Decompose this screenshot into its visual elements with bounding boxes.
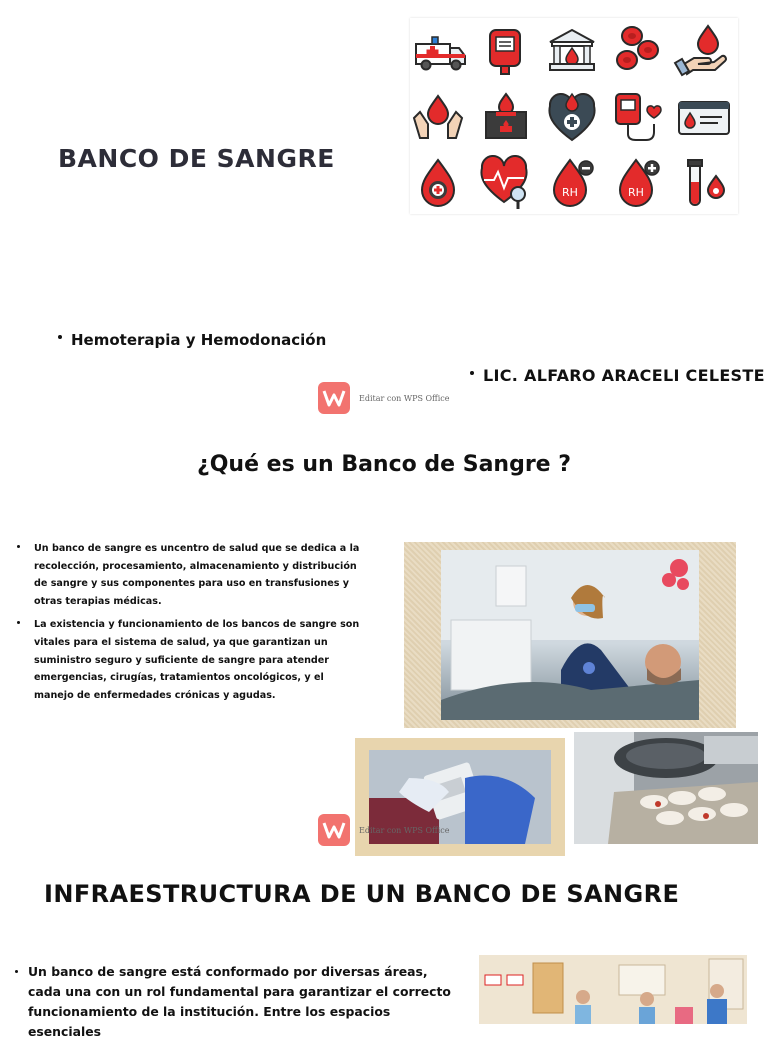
infrastructure-slide <box>0 860 768 1039</box>
donation-box-icon <box>478 90 534 146</box>
paragraph: La existencia y funcionamiento de los bancos de sangre son vitales para el sistema de salud, ya que garantizan un suministro seguro y suficiente de sangre para atender emergencias, cirugías, tratamientos oncológicos, y el manejo de enfermedades crónicas y agudas. <box>14 616 364 704</box>
heart-plus-icon <box>544 90 600 146</box>
rh-positive-icon <box>610 156 666 212</box>
bullet-dot <box>470 371 474 375</box>
author-name: LIC. ALFARO ARACELI CELESTE <box>483 366 765 385</box>
slide-title: ¿Qué es un Banco de Sangre ? <box>196 452 572 477</box>
donor-photo-frame <box>404 542 736 728</box>
hands-holding-drop-icon <box>410 90 466 146</box>
slide-title: BANCO DE SANGRE <box>58 144 335 173</box>
slide-title: INFRAESTRUCTURA DE UN BANCO DE SANGRE <box>44 880 680 908</box>
wps-logo-icon <box>318 814 350 846</box>
transfusion-bag-icon <box>610 90 666 146</box>
blood-bank-icon-grid <box>410 18 738 214</box>
rh-label: RH <box>562 186 578 199</box>
centrifuge-photo <box>574 732 758 844</box>
bullet-hemotherapy <box>58 331 326 349</box>
rh-negative-icon <box>544 156 600 212</box>
donor-photo <box>441 550 699 720</box>
definition-slide <box>0 418 768 860</box>
wps-watermark-text: Editar con WPS Office <box>359 825 450 835</box>
bullet-text: Hemoterapia y Hemodonación <box>71 331 327 349</box>
red-blood-cells-icon <box>610 22 666 78</box>
drop-plus-icon <box>410 156 466 212</box>
paragraph: Un banco de sangre es uncentro de salud que se dedica a la recolección, procesamiento, almacenamiento y distribución de sangre y sus componentes para uso en transfusiones y otras terapias médicas. <box>14 540 364 610</box>
rh-label: RH <box>628 186 644 199</box>
infrastructure-text: Un banco de sangre está conformado por diversas áreas, cada una con un rol fundamental para garantizar el correcto funcionamiento de la institución. Entre los espacios esenciales <box>14 962 454 1042</box>
wps-watermark-text: Editar con WPS Office <box>359 393 450 403</box>
bullet-dot <box>58 335 62 339</box>
heart-pulse-magnifier-icon <box>478 156 534 212</box>
bullet-author <box>470 366 765 385</box>
staff-photo <box>479 955 747 1024</box>
blood-bag-icon <box>478 24 534 80</box>
wps-logo-icon <box>318 382 350 414</box>
blood-bank-building-icon <box>544 24 600 80</box>
title-slide <box>0 0 768 418</box>
wps-watermark[interactable] <box>318 382 450 414</box>
donor-card-icon <box>676 90 732 146</box>
ambulance-icon <box>412 26 468 82</box>
test-tube-drop-icon <box>676 156 732 212</box>
wps-watermark[interactable] <box>318 814 450 846</box>
definition-text <box>14 540 364 710</box>
blood-drop-hand-icon <box>676 22 732 78</box>
